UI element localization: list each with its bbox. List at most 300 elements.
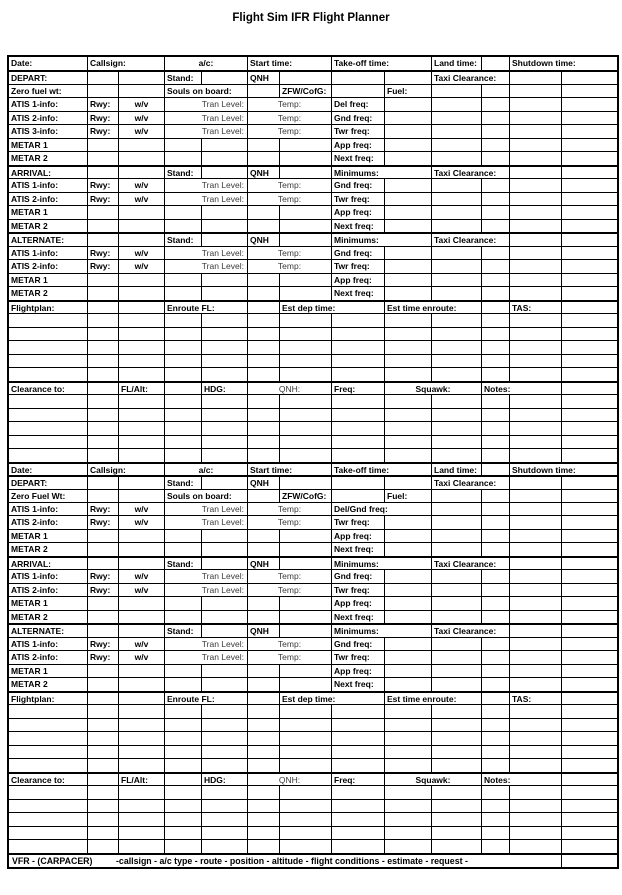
row-empty (9, 731, 617, 744)
label-zfw-cofg: ZFW/CofG: (279, 85, 331, 97)
empty-field-cell (384, 516, 431, 528)
label-taxi-clearance: Taxi Clearance: (431, 167, 509, 178)
empty-field-cell (9, 786, 87, 798)
empty-field-cell (279, 732, 331, 744)
empty-field-cell (481, 611, 509, 623)
row-atis-1 (9, 97, 617, 110)
empty-field-cell (201, 436, 247, 448)
label-freq: Freq: (331, 383, 384, 394)
planner-table (7, 55, 619, 869)
empty-field-cell (87, 234, 118, 245)
label-w-v: w/v (118, 638, 164, 650)
label-start-time: Start time: (247, 57, 331, 70)
label-w-v: w/v (118, 570, 164, 582)
empty-field-cell (384, 72, 431, 83)
label-minimums: Minimums: (331, 167, 431, 178)
empty-field-cell (481, 746, 509, 758)
empty-field-cell (561, 341, 614, 353)
empty-field-cell (201, 719, 247, 731)
empty-field-cell (9, 436, 87, 448)
empty-field-cell (431, 665, 481, 677)
empty-field-cell (561, 584, 614, 596)
label-date: Date: (11, 58, 33, 68)
empty-field-cell (561, 570, 614, 582)
empty-field-cell (509, 584, 561, 596)
label-temp: Temp: (247, 584, 331, 596)
label-tran-level: Tran Level: (164, 584, 247, 596)
empty-field-cell (509, 625, 561, 636)
empty-field-cell (331, 759, 384, 771)
empty-field-cell (87, 732, 118, 744)
label-depart: DEPART: (11, 73, 48, 84)
label-w-v: w/v (118, 179, 164, 191)
row-atis-2 (9, 111, 617, 124)
label-atis-1-info: ATIS 1-info: (11, 571, 59, 582)
empty-field-cell (561, 638, 614, 650)
empty-field-cell (509, 85, 561, 97)
empty-field-cell (331, 395, 384, 407)
empty-field-cell (481, 98, 509, 110)
empty-field-cell (247, 139, 279, 151)
empty-field-cell (247, 274, 279, 286)
label-est-time-enroute: Est time enroute: (384, 302, 481, 313)
empty-field-cell (118, 477, 164, 488)
empty-field-cell (279, 422, 331, 434)
label-rwy: Rwy: (87, 179, 118, 191)
empty-field-cell (247, 693, 279, 704)
empty-field-cell (164, 220, 201, 232)
label-atis-1-info: ATIS 1-info: (11, 638, 59, 649)
empty-field-cell (561, 287, 614, 299)
empty-field-cell (247, 530, 279, 542)
empty-field-cell (164, 840, 201, 852)
empty-field-cell (247, 302, 279, 313)
empty-field-cell (201, 220, 247, 232)
label-enroute-fl: Enroute FL: (164, 693, 247, 704)
empty-field-cell (247, 287, 279, 299)
empty-field-cell (431, 260, 481, 272)
label-next-freq: Next freq: (331, 543, 384, 555)
empty-field-cell (247, 800, 279, 812)
label-tran-level: Tran Level: (164, 638, 247, 650)
empty-field-cell (279, 274, 331, 286)
empty-field-cell (9, 827, 87, 839)
label-app-freq: App freq: (331, 139, 384, 151)
label-stand: Stand: (164, 72, 201, 83)
vfr-readback-sequence: -callsign - a/c type - route - position - altitude - flight conditions - estimate - request - (116, 855, 468, 866)
empty-field-cell (331, 449, 384, 461)
empty-field-cell (247, 705, 279, 717)
empty-field-cell (118, 759, 164, 771)
label-minimums: Minimums: (331, 625, 431, 636)
label-land-time: Land time: (431, 57, 481, 70)
label-del-freq: Del freq: (331, 98, 384, 110)
label-fl-alt: FL/Alt: (118, 774, 164, 785)
label-temp: Temp: (247, 516, 331, 528)
empty-field-cell (481, 584, 509, 596)
empty-field-cell (118, 490, 164, 502)
empty-field-cell (331, 314, 384, 326)
empty-field-cell (431, 328, 481, 340)
label-gnd-freq: Gnd freq: (331, 570, 384, 582)
empty-field-cell (481, 314, 509, 326)
empty-field-cell (247, 813, 279, 825)
label-metar-1: METAR 1 (11, 274, 48, 285)
label-arrival: ARRIVAL: (11, 167, 51, 178)
empty-field-cell (201, 611, 247, 623)
empty-field-cell (87, 800, 118, 812)
empty-field-cell (164, 774, 201, 785)
empty-field-cell (509, 490, 561, 502)
empty-field-cell (247, 436, 279, 448)
empty-field-cell (509, 732, 561, 744)
empty-field-cell (9, 840, 87, 852)
label-take-off-time: Take-off time: (331, 57, 431, 70)
empty-field-cell (247, 355, 279, 367)
empty-field-cell (561, 152, 614, 164)
empty-field-cell (561, 625, 614, 636)
empty-field-cell (431, 341, 481, 353)
empty-field-cell (118, 220, 164, 232)
empty-field-cell (481, 464, 509, 475)
empty-field-cell (118, 719, 164, 731)
label-w-v: w/v (118, 98, 164, 110)
empty-field-cell (481, 355, 509, 367)
empty-field-cell (87, 558, 118, 569)
empty-field-cell (279, 625, 331, 636)
empty-field-cell (509, 665, 561, 677)
row-empty (9, 826, 617, 839)
empty-field-cell (9, 422, 87, 434)
empty-field-cell (561, 840, 614, 852)
empty-field-cell (279, 220, 331, 232)
empty-field-cell (481, 302, 509, 313)
label-tran-level: Tran Level: (164, 260, 247, 272)
label-depart: DEPART: (11, 478, 48, 489)
empty-field-cell (279, 530, 331, 542)
empty-field-cell (561, 167, 614, 178)
label-tran-level: Tran Level: (164, 193, 247, 205)
empty-field-cell (331, 705, 384, 717)
label-zfw-cofg: ZFW/CofG: (279, 490, 331, 502)
empty-field-cell (201, 678, 247, 690)
empty-field-cell (9, 719, 87, 731)
label-metar-2: METAR 2 (11, 679, 48, 690)
row-zero-fuel (9, 489, 617, 502)
label-taxi-clearance: Taxi Clearance: (431, 477, 509, 488)
empty-field-cell (87, 220, 118, 232)
empty-field-cell (279, 167, 331, 178)
empty-field-cell (118, 558, 164, 569)
empty-field-cell (201, 732, 247, 744)
label-twr-freq: Twr freq: (331, 125, 384, 137)
label-rwy: Rwy: (87, 98, 118, 110)
empty-field-cell (87, 705, 118, 717)
empty-field-cell (509, 355, 561, 367)
empty-field-cell (561, 693, 614, 704)
row-metar-2 (9, 151, 617, 164)
row-empty (9, 408, 617, 421)
label-zero-fuel-wt: Zero fuel wt: (11, 85, 62, 96)
label-taxi-clearance: Taxi Clearance: (431, 72, 509, 83)
empty-field-cell (279, 800, 331, 812)
empty-field-cell (9, 328, 87, 340)
empty-field-cell (561, 85, 614, 97)
empty-field-cell (431, 732, 481, 744)
empty-field-cell (509, 477, 561, 488)
empty-field-cell (481, 260, 509, 272)
empty-field-cell (87, 85, 118, 97)
empty-field-cell (87, 774, 118, 785)
empty-field-cell (164, 543, 201, 555)
empty-field-cell (509, 813, 561, 825)
empty-field-cell (431, 746, 481, 758)
empty-field-cell (561, 705, 614, 717)
empty-field-cell (481, 705, 509, 717)
empty-field-cell (201, 355, 247, 367)
label-rwy: Rwy: (87, 112, 118, 124)
empty-field-cell (164, 436, 201, 448)
vfr-callout-label: VFR - (CARPACER) (12, 855, 93, 866)
empty-field-cell (431, 840, 481, 852)
empty-field-cell (509, 759, 561, 771)
empty-field-cell (247, 328, 279, 340)
empty-field-cell (431, 503, 481, 515)
empty-field-cell (201, 530, 247, 542)
label-enroute-fl: Enroute FL: (164, 302, 247, 313)
empty-field-cell (561, 678, 614, 690)
empty-field-cell (118, 827, 164, 839)
empty-field-cell (384, 193, 431, 205)
empty-field-cell (9, 341, 87, 353)
empty-field-cell (201, 597, 247, 609)
empty-field-cell (431, 516, 481, 528)
empty-field-cell (201, 328, 247, 340)
empty-field-cell (509, 719, 561, 731)
empty-field-cell (384, 260, 431, 272)
empty-field-cell (384, 98, 431, 110)
empty-field-cell (279, 139, 331, 151)
row-atis-3 (9, 124, 617, 137)
label-souls-on-board: Souls on board: (164, 490, 247, 502)
label-atis-2-info: ATIS 2-info: (11, 193, 59, 204)
empty-field-cell (509, 786, 561, 798)
empty-field-cell (431, 813, 481, 825)
empty-field-cell (87, 813, 118, 825)
empty-field-cell (201, 665, 247, 677)
empty-field-cell (481, 206, 509, 218)
empty-field-cell (118, 840, 164, 852)
empty-field-cell (384, 746, 431, 758)
empty-field-cell (9, 759, 87, 771)
empty-field-cell (201, 152, 247, 164)
empty-field-cell (118, 395, 164, 407)
empty-field-cell (201, 314, 247, 326)
label-metar-1: METAR 1 (11, 207, 48, 218)
empty-field-cell (509, 436, 561, 448)
empty-field-cell (87, 274, 118, 286)
row-empty (9, 327, 617, 340)
empty-field-cell (279, 72, 331, 83)
empty-field-cell (384, 840, 431, 852)
empty-field-cell (118, 72, 164, 83)
empty-field-cell (384, 247, 431, 259)
empty-field-cell (164, 409, 201, 421)
empty-field-cell (201, 206, 247, 218)
empty-field-cell (87, 139, 118, 151)
empty-field-cell (384, 597, 431, 609)
empty-field-cell (384, 449, 431, 461)
page-title: Flight Sim IFR Flight Planner (232, 12, 390, 24)
empty-field-cell (561, 516, 614, 528)
label-taxi-clearance: Taxi Clearance: (431, 625, 509, 636)
empty-field-cell (164, 786, 201, 798)
empty-field-cell (481, 732, 509, 744)
row-zero-fuel (9, 84, 617, 97)
label-twr-freq: Twr freq: (331, 193, 384, 205)
empty-field-cell (481, 490, 509, 502)
empty-field-cell (561, 813, 614, 825)
empty-field-cell (247, 422, 279, 434)
empty-field-cell (247, 314, 279, 326)
label-stand: Stand: (164, 477, 201, 488)
empty-field-cell (561, 260, 614, 272)
row-metar-2 (9, 219, 617, 232)
empty-field-cell (118, 693, 164, 704)
row-metar-1 (9, 664, 617, 677)
label-twr-freq: Twr freq: (331, 516, 384, 528)
empty-field-cell (331, 355, 384, 367)
empty-field-cell (201, 543, 247, 555)
empty-field-cell (481, 274, 509, 286)
empty-field-cell (431, 395, 481, 407)
empty-field-cell (481, 328, 509, 340)
empty-field-cell (331, 746, 384, 758)
empty-field-cell (118, 786, 164, 798)
empty-field-cell (247, 395, 279, 407)
empty-field-cell (201, 625, 247, 636)
label-flightplan: Flightplan: (11, 693, 55, 704)
empty-field-cell (481, 179, 509, 191)
row-atis-2 (9, 583, 617, 596)
empty-field-cell (384, 436, 431, 448)
empty-field-cell (509, 503, 561, 515)
empty-field-cell (431, 422, 481, 434)
empty-field-cell (164, 813, 201, 825)
empty-field-cell (561, 530, 614, 542)
empty-field-cell (509, 167, 561, 178)
empty-field-cell (561, 302, 614, 313)
empty-field-cell (481, 220, 509, 232)
empty-field-cell (431, 786, 481, 798)
empty-field-cell (481, 665, 509, 677)
label-stand: Stand: (164, 167, 201, 178)
empty-field-cell (247, 840, 279, 852)
empty-field-cell (509, 409, 561, 421)
label-rwy: Rwy: (87, 516, 118, 528)
empty-field-cell (118, 422, 164, 434)
empty-field-cell (384, 813, 431, 825)
empty-field-cell (561, 355, 614, 367)
row-empty (9, 799, 617, 812)
empty-field-cell (164, 611, 201, 623)
label-metar-1: METAR 1 (11, 598, 48, 609)
empty-field-cell (431, 152, 481, 164)
empty-field-cell (431, 570, 481, 582)
label-minimums: Minimums: (331, 234, 431, 245)
label-tran-level: Tran Level: (164, 247, 247, 259)
row-empty (9, 367, 617, 380)
empty-field-cell (87, 422, 118, 434)
empty-field-cell (509, 558, 561, 569)
empty-field-cell (201, 746, 247, 758)
empty-field-cell (87, 314, 118, 326)
empty-field-cell (164, 678, 201, 690)
empty-field-cell (87, 625, 118, 636)
empty-field-cell (384, 665, 431, 677)
empty-field-cell (431, 436, 481, 448)
empty-field-cell (164, 665, 201, 677)
empty-field-cell (561, 409, 614, 421)
empty-field-cell (118, 287, 164, 299)
empty-field-cell (561, 422, 614, 434)
empty-field-cell (561, 247, 614, 259)
empty-field-cell (509, 449, 561, 461)
empty-field-cell (561, 368, 614, 380)
empty-field-cell (561, 800, 614, 812)
row-depart (9, 475, 617, 488)
empty-field-cell (509, 193, 561, 205)
empty-field-cell (331, 409, 384, 421)
label-twr-freq: Twr freq: (331, 260, 384, 272)
empty-field-cell (9, 368, 87, 380)
empty-field-cell (431, 490, 481, 502)
empty-field-cell (561, 543, 614, 555)
empty-field-cell (384, 570, 431, 582)
empty-field-cell (561, 395, 614, 407)
label-a-c: a/c: (164, 57, 247, 70)
empty-field-cell (561, 125, 614, 137)
empty-field-cell (279, 449, 331, 461)
label-next-freq: Next freq: (331, 287, 384, 299)
row-metar-1 (9, 138, 617, 151)
label-metar-2: METAR 2 (11, 220, 48, 231)
empty-field-cell (509, 247, 561, 259)
empty-field-cell (331, 368, 384, 380)
empty-field-cell (431, 98, 481, 110)
empty-field-cell (279, 705, 331, 717)
empty-field-cell (279, 786, 331, 798)
label-atis-3-info: ATIS 3-info: (11, 126, 59, 137)
empty-field-cell (279, 665, 331, 677)
empty-field-cell (384, 112, 431, 124)
empty-field-cell (384, 139, 431, 151)
empty-field-cell (247, 597, 279, 609)
empty-field-cell (509, 220, 561, 232)
row-clearance (9, 381, 617, 394)
label-tas: TAS: (509, 693, 561, 704)
empty-field-cell (87, 693, 118, 704)
empty-field-cell (118, 436, 164, 448)
label-stand: Stand: (164, 234, 201, 245)
label-flightplan: Flightplan: (11, 302, 55, 313)
empty-field-cell (9, 449, 87, 461)
empty-field-cell (431, 759, 481, 771)
empty-field-cell (279, 611, 331, 623)
empty-field-cell (431, 314, 481, 326)
empty-field-cell (561, 774, 614, 785)
empty-field-cell (118, 206, 164, 218)
